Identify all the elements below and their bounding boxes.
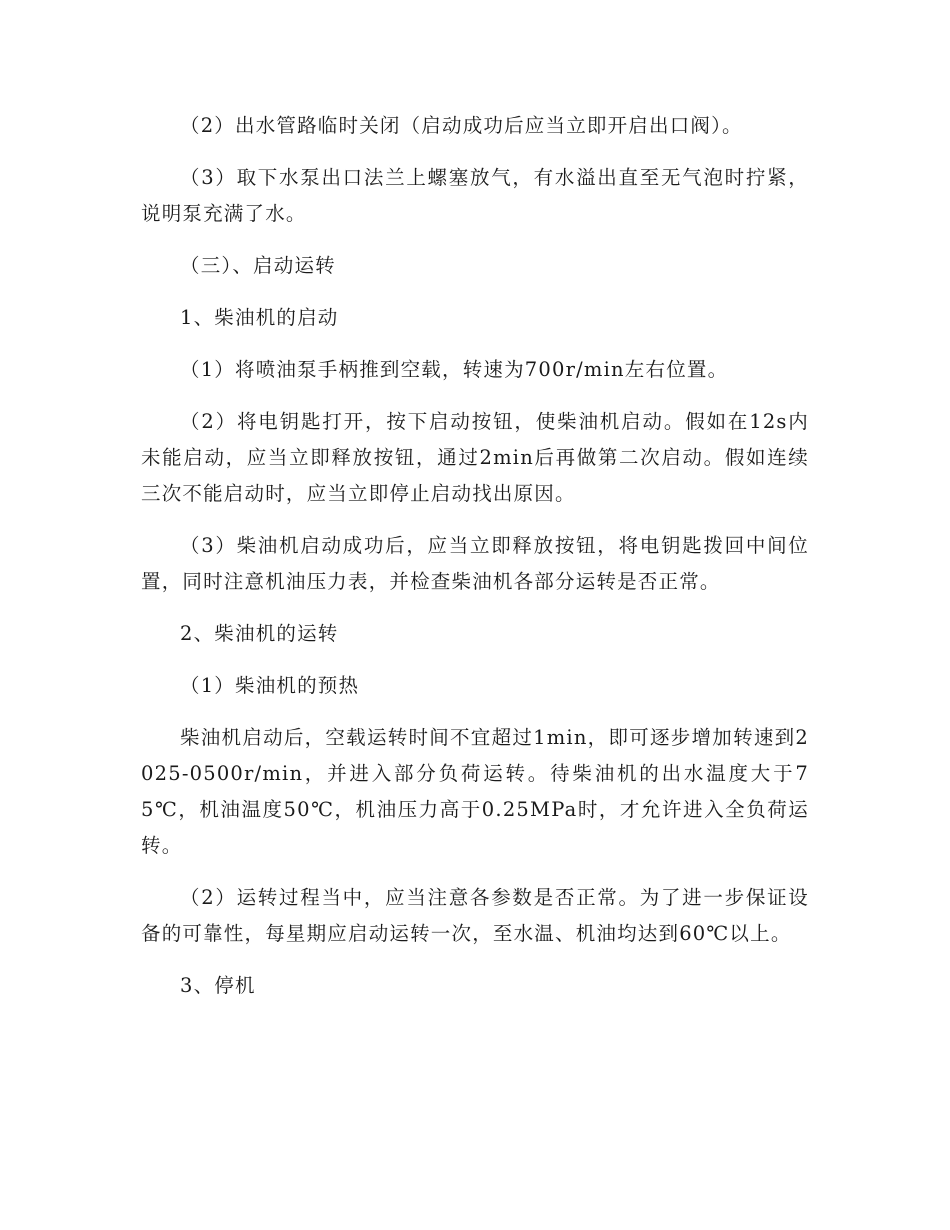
paragraph-preheating-details: 柴油机启动后，空载运转时间不宜超过1min，即可逐步增加转速到2025-0500r/min，并进入部分负荷运转。待柴油机的出水温度大于75℃，机油温度50℃，机油压力高于0.25MPa时，才允许进入全负荷运转。 (141, 726, 809, 857)
paragraph-pump-venting: （3）取下水泵出口法兰上螺塞放气，有水溢出直至无气泡时拧紧，说明泵充满了水。 (141, 166, 809, 225)
document-body (141, 108, 809, 1004)
paragraph-outlet-pipe-closed: （2）出水管路临时关闭（启动成功后应当立即开启出口阀）。 (180, 114, 743, 137)
paragraph-operation-monitoring: （2）运转过程当中，应当注意各参数是否正常。为了进一步保证设备的可靠性，每星期应启动运转一次，至水温、机油均达到60℃以上。 (141, 886, 809, 945)
subheading-diesel-startup: 1、柴油机的启动 (180, 306, 339, 329)
subheading-diesel-operation: 2、柴油机的运转 (180, 622, 339, 645)
paragraph-after-successful-start: （3）柴油机启动成功后，应当立即释放按钮，将电钥匙拨回中间位置，同时注意机油压力表，并检查柴油机各部分运转是否正常。 (141, 534, 809, 593)
subheading-preheating: （1）柴油机的预热 (180, 674, 360, 697)
paragraph-electric-key-start: （2）将电钥匙打开，按下启动按钮，使柴油机启动。假如在12s内未能启动，应当立即释放按钮，通过2min后再做第二次启动。假如连续三次不能启动时，应当立即停止启动找出原因。 (141, 410, 809, 505)
subheading-shutdown: 3、停机 (180, 974, 256, 997)
section-heading-startup-operation: （三）、启动运转 (180, 254, 336, 277)
paragraph-injection-pump-handle: （1）将喷油泵手柄推到空载，转速为700r/min左右位置。 (180, 358, 729, 381)
